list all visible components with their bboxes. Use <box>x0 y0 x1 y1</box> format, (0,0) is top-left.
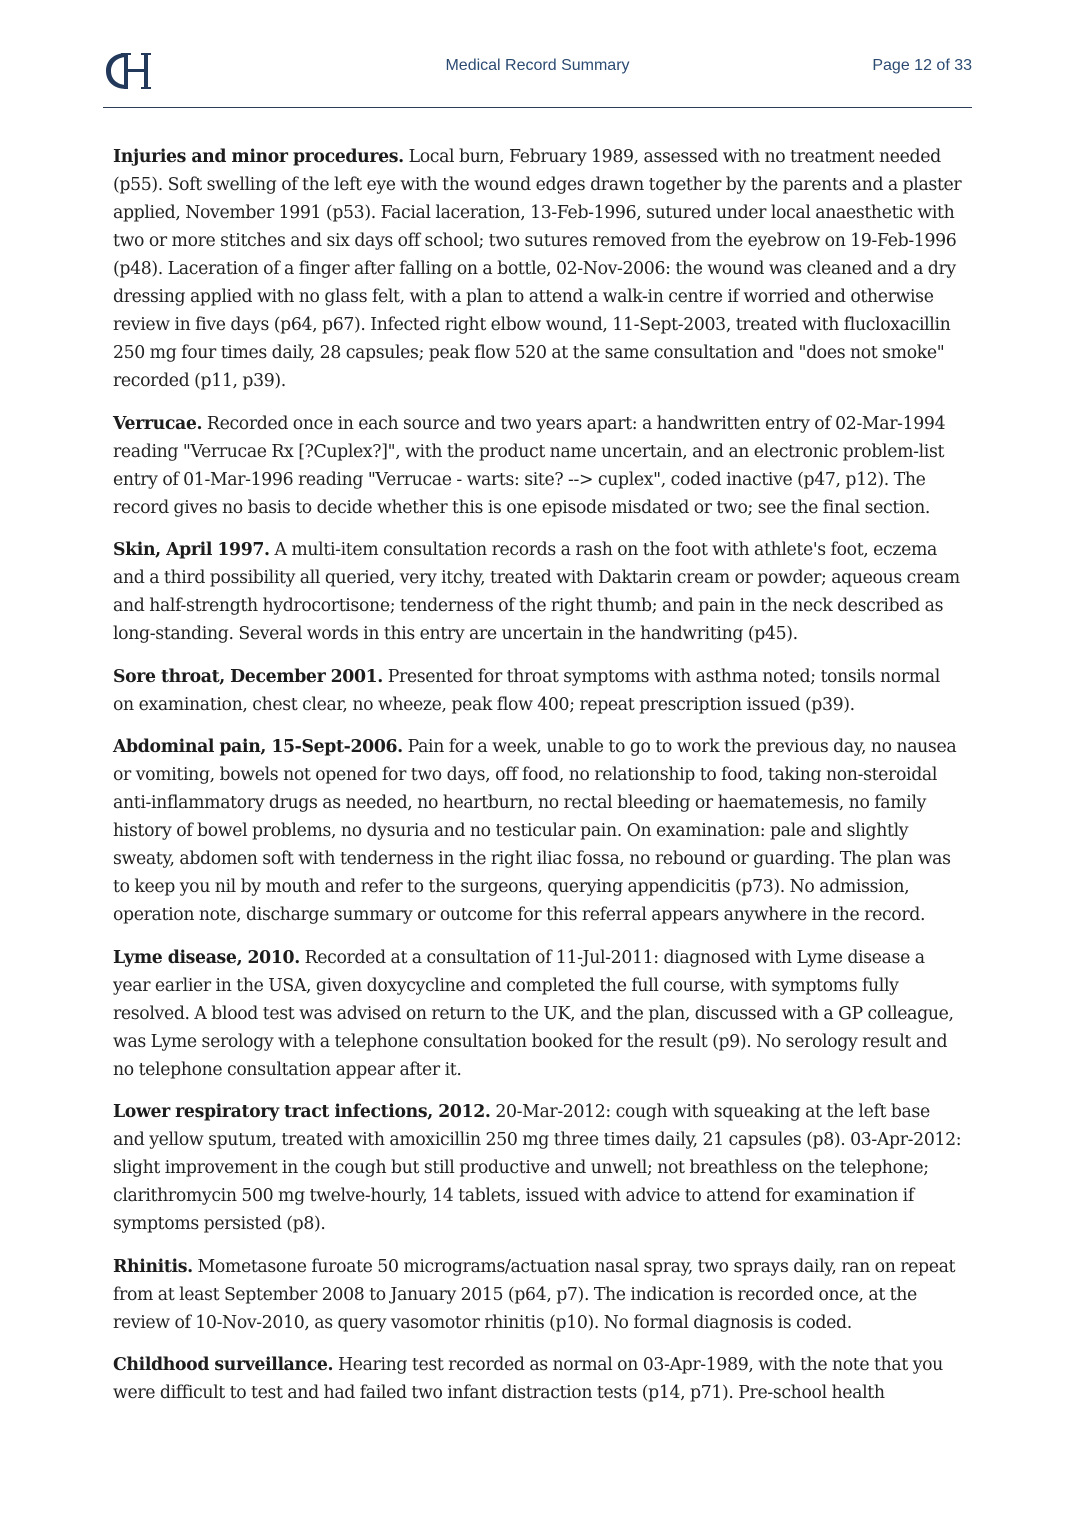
paragraph-text: 20-Mar-2012: cough with squeaking at the left base and yellow sputum, treated with amoxicillin 250 mg three times daily, 21 capsules (p8). 03-Apr-2012: slight improvement in the cough but still productive and unwell; not breathless on the telephone; clarithromycin 500 mg twelve-hourly, 14 tablets, issued with advice to attend for examination if symptoms persisted (p8). <box>113 1102 962 1234</box>
paragraph-text: Presented for throat symptoms with asthma noted; tonsils normal on examination, chest clear, no wheeze, peak flow 400; repeat prescription issued (p39). <box>113 666 940 715</box>
paragraph-heading: Abdominal pain, 15-Sept-2006. <box>113 737 403 757</box>
paragraph-skin <box>113 536 965 648</box>
paragraph-text: Pain for a week, unable to go to work the previous day, no nausea or vomiting, bowels not opened for two days, off food, no relationship to food, taking non-steroidal anti-inflammatory drugs as needed, no heartburn, no rectal bleeding or haematemesis, no family history of bowel problems, no dysuria and no testicular pain. On examination: pale and slightly sweaty, abdomen soft with tenderness in the right iliac fossa, no rebound or guarding. The plan was to keep you nil by mouth and refer to the surgeons, querying appendicitis (p73). No admission, operation note, discharge summary or outcome for this referral appears anywhere in the record. <box>113 737 957 925</box>
paragraph-text: Local burn, February 1989, assessed with no treatment needed (p55). Soft swelling of the left eye with the wound edges drawn together by the parents and a plaster applied, November 1991 (p53). Facial laceration, 13-Feb-1996, sutured under local anaesthetic with two or more stitches and six days off school; two sutures removed from the eyebrow on 19-Feb-1996 (p48). Laceration of a finger after falling on a bottle, 02-Nov-2006: the wound was cleaned and a dry dressing applied with no glass felt, with a plan to attend a walk-in centre if worried and otherwise review in five days (p64, p67). Infected right elbow wound, 11-Sept-2003, treated with flucloxacillin 250 mg four times daily, 28 capsules; peak flow 520 at the same consultation and "does not smoke" recorded (p11, p39). <box>113 147 962 391</box>
paragraph-abdominal-pain <box>113 733 965 929</box>
paragraph-heading: Lyme disease, 2010. <box>113 947 300 968</box>
paragraph-heading: Sore throat, December 2001. <box>113 666 383 687</box>
paragraph-heading: Lower respiratory tract infections, 2012. <box>113 1102 491 1122</box>
paragraph-heading: Verrucae. <box>113 413 203 434</box>
paragraph-text: Mometasone furoate 50 micrograms/actuation nasal spray, two sprays daily, ran on repeat from at least September 2008 to January 2015 (p64, p7). The indication is recorded once, at the review of 10-Nov-2010, as query vasomotor rhinitis (p10). No formal diagnosis is coded. <box>113 1256 956 1333</box>
page-number: Page 12 of 33 <box>872 57 972 74</box>
paragraph-heading: Childhood surveillance. <box>113 1355 334 1375</box>
document-body <box>113 143 965 1422</box>
page-header <box>103 44 972 108</box>
paragraph-respiratory-infections <box>113 1098 965 1238</box>
paragraph-injuries <box>113 143 965 395</box>
paragraph-verrucae <box>113 410 965 522</box>
paragraph-lyme-disease <box>113 944 965 1084</box>
document-title: Medical Record Summary <box>445 57 630 74</box>
paragraph-heading: Rhinitis. <box>113 1256 193 1277</box>
paragraph-heading: Injuries and minor procedures. <box>113 147 404 167</box>
paragraph-text: Recorded at a consultation of 11-Jul-2011: diagnosed with Lyme disease a year earlier in the USA, given doxycycline and completed the full course, with symptoms fully resolved. A blood test was advised on return to the UK, and the plan, discussed with a GP colleague, was Lyme serology with a telephone consultation booked for the result (p9). No serology result and no telephone consultation appear after it. <box>113 947 954 1080</box>
paragraph-sore-throat <box>113 663 965 719</box>
paragraph-text: Hearing test recorded as normal on 03-Apr-1989, with the note that you were difficult to test and had failed two infant distraction tests (p14, p71). Pre-school health <box>113 1355 943 1403</box>
paragraph-rhinitis <box>113 1253 965 1337</box>
paragraph-heading: Skin, April 1997. <box>113 540 270 560</box>
paragraph-text: A multi-item consultation records a rash on the foot with athlete's foot, eczema and a third possibility all queried, very itchy, treated with Daktarin cream or powder; aqueous cream and half-strength hydrocortisone; tenderness of the right thumb; and pain in the neck described as long-standing. Several words in this entry are uncertain in the handwriting (p45). <box>113 540 960 644</box>
paragraph-text: Recorded once in each source and two years apart: a handwritten entry of 02-Mar-1994 reading "Verrucae Rx [?Cuplex?]", with the product name uncertain, and an electronic problem-list entry of 01-Mar-1996 reading "Verrucae - warts: site? --> cuplex", coded inactive (p47, p12). The record gives no basis to decide whether this is one episode misdated or two; see the final section. <box>113 413 946 518</box>
paragraph-childhood-surveillance <box>113 1351 965 1407</box>
